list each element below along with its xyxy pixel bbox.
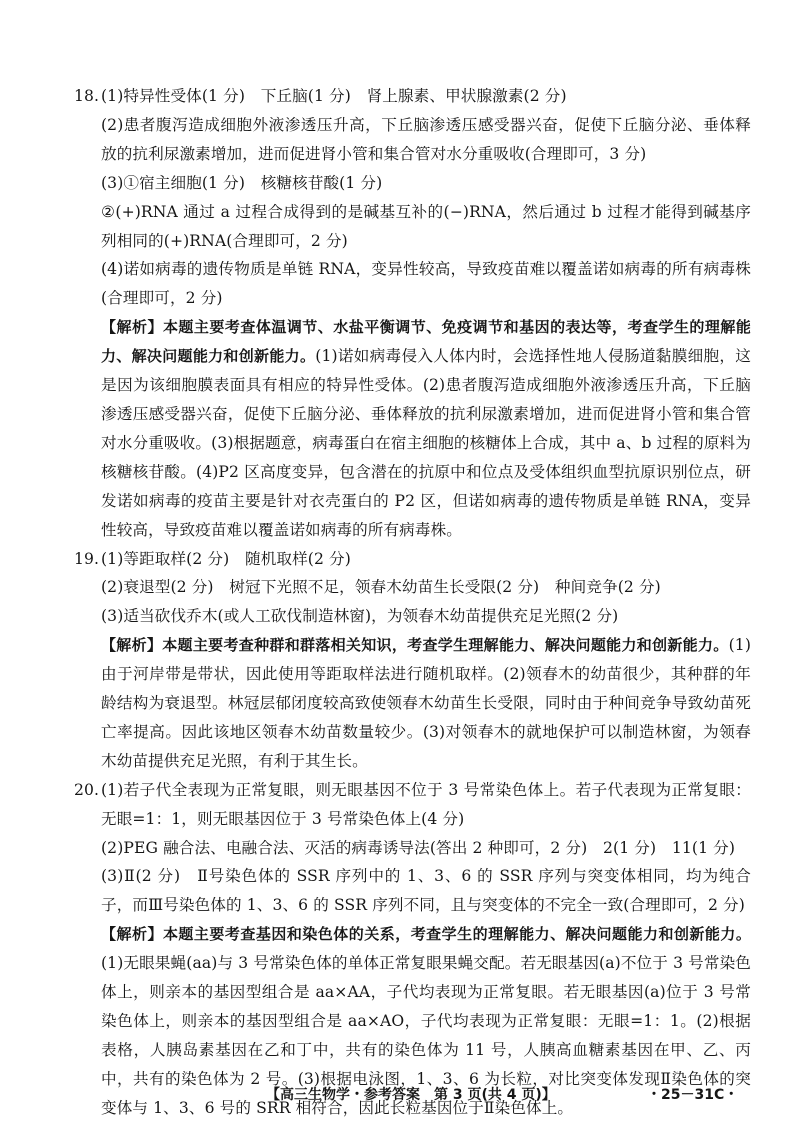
q20-part1: 20. (1)若子代全表现为正常复眼，则无眼基因不位于 3 号常染色体上。若子代表现为正常复眼：无眼=1：1，则无眼基因位于 3 号常染色体上(4 分) xyxy=(101,776,751,834)
q19-analysis xyxy=(101,631,751,776)
q18-part4: (4)诺如病毒的遗传物质是单链 RNA，变异性较高，导致疫苗难以覆盖诺如病毒的所有病毒株(合理即可，2 分) xyxy=(101,260,751,308)
footer-exam-code: ・25－31C・ xyxy=(647,1087,739,1103)
q19-part1: 19. (1)等距取样(2 分) 随机取样(2 分) xyxy=(101,545,751,574)
page-footer xyxy=(0,1080,800,1108)
q19-number: 19. xyxy=(74,549,100,568)
question-19 xyxy=(74,545,751,776)
q18-part3: (3)①宿主细胞(1 分) 核糖核苷酸(1 分) xyxy=(101,173,383,192)
q19-analysis-body: (1)由于河岸带是带状，因此使用等距取样法进行随机取样。(2)领春木的幼苗很少，其种群的年龄结构为衰退型。林冠层郁闭度较高致使领春木幼苗生长受限，同时由于种间竞争导致幼苗死亡率提高。因此该地区领春木幼苗数量较少。(3)对领春木的就地保护可以制造林窗，为领春木幼苗提供充足光照，有利于其生长。 xyxy=(101,636,751,770)
q20-analysis-label: 【解析】本题主要考查基因和染色体的关系，考查学生的理解能力、解决问题能力和创新能力。 xyxy=(101,925,751,944)
q19-part2: (2)衰退型(2 分) 树冠下光照不足，领春木幼苗生长受限(2 分) 种间竞争(2 分) xyxy=(101,578,661,597)
q20-part2: (2)PEG 融合法、电融合法、灭活的病毒诱导法(答出 2 种即可，2 分) 2(1 分) 11(1 分) xyxy=(101,838,736,857)
q18-analysis-body: (1)诺如病毒侵入人体内时，会选择性地人侵肠道黏膜细胞，这是因为该细胞膜表面具有相应的特异性受体。(2)患者腹泻造成细胞外液渗透压升高，下丘脑渗透压感受器兴奋，促使下丘脑分泌、垂体释放的抗利尿激素增加，进而促进肾小管和集合管对水分重吸收。(3)根据题意，病毒蛋白在宿主细胞的核糖体上合成，其中 a、b 过程的原料为核糖核苷酸。(4)P2 区高度变异，包含潜在的抗原中和位点及受体组织血型抗原识别位点，研发诺如病毒的疫苗主要是针对衣壳蛋白的 P2 区，但诺如病毒的遗传物质是单链 RNA，变异性较高，导致疫苗难以覆盖诺如病毒的所有病毒株。 xyxy=(101,347,751,539)
q19-part3: (3)适当砍伐乔木(或人工砍伐制造林窗)，为领春木幼苗提供充足光照(2 分) xyxy=(101,607,619,626)
q18-part2: (2)患者腹泻造成细胞外液渗透压升高，下丘脑渗透压感受器兴奋，促使下丘脑分泌、垂体释放的抗利尿激素增加，进而促进肾小管和集合管对水分重吸收(合理即可，3 分) xyxy=(101,115,751,163)
q18-analysis-label: 【解析】本题主要考查体温调节、水盐平衡调节、免疫调节和基因的表达等，考查学生的理解能力、解决问题能力和创新能力。 xyxy=(101,318,751,366)
question-20 xyxy=(74,776,751,1123)
q18-part1: 18. (1)特异性受体(1 分) 下丘脑(1 分) 肾上腺素、甲状腺激素(2 分) xyxy=(101,82,751,111)
q20-number: 20. xyxy=(74,780,100,799)
q18-part3-2: ②(+)RNA 通过 a 过程合成得到的是碱基互补的(−)RNA，然后通过 b 过程才能得到碱基序列相同的(+)RNA(合理即可，2 分) xyxy=(101,202,751,250)
q19-analysis-label: 【解析】本题主要考查种群和群落相关知识，考查学生理解能力、解决问题能力和创新能力。 xyxy=(101,636,729,655)
q20-analysis-body: (1)无眼果蝇(aa)与 3 号常染色体的单体正常复眼果蝇交配。若无眼基因(a)不位于 3 号常染色体上，则亲本的基因型组合是 aa×AA，子代均表现为正常复眼。若无眼基因(a)位于 3 号常染色体上，则亲本的基因型组合是 aa×AO，子代均表现为正常复眼：无眼=1：1。(2)根据表格，人胰岛素基因在乙和丁中，共有的染色体为 11 号，人胰高血糖素基因在甲、乙、丙中，共有的染色体为 2 号。(3)根据电泳图，1、3、6 为长粒，对比突变体发现Ⅱ染色体的突变体与 1、3、6 号的 SRR 相符合，因此长粒基因位于Ⅱ染色体上。 xyxy=(101,954,751,1117)
q20-part3: (3)Ⅱ(2 分) Ⅱ号染色体的 SSR 序列中的 1、3、6 的 SSR 序列与突变体相同，均为纯合子，而Ⅲ号染色体的 1、3、6 的 SSR 序列不同，且与突变体的不完全一致(合理即可，2 分) xyxy=(101,867,751,915)
answer-content xyxy=(74,82,751,1123)
q18-number: 18. xyxy=(74,87,100,105)
question-18 xyxy=(74,82,751,545)
q18-analysis xyxy=(101,313,751,544)
footer-page-info: 【高三生物学・参考答案 第 3 页(共 4 页)】 xyxy=(266,1087,556,1103)
